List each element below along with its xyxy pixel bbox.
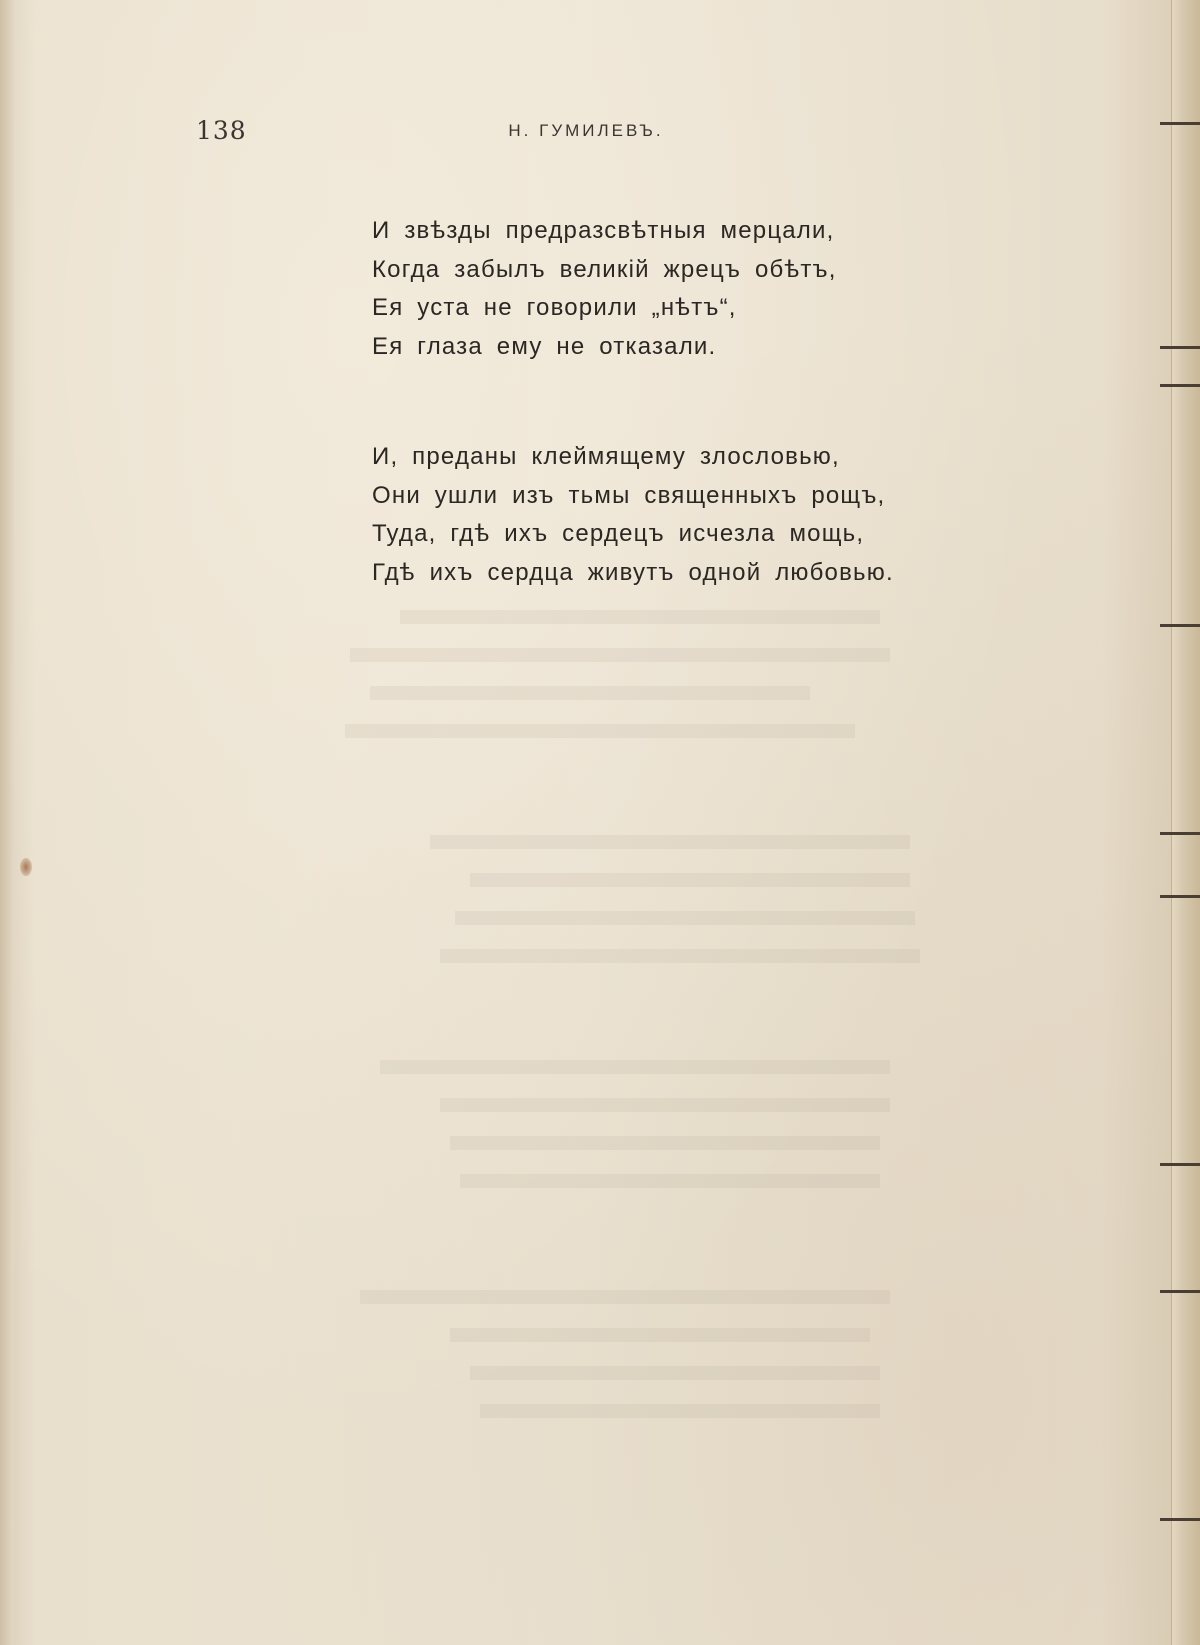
poem-line: Гдѣ ихъ сердца живутъ одной любовью.: [372, 558, 894, 586]
poem-stanza: [372, 212, 837, 366]
poem-line: Туда, гдѣ ихъ сердецъ исчезла мощь,: [372, 520, 865, 547]
poem-line: Ея уста не говорили „нѣтъ“,: [372, 294, 737, 321]
page-right-edge: [1171, 0, 1200, 1645]
poem-line: Когда забылъ великій жрецъ обѣтъ,: [372, 255, 837, 283]
page-left-edge: [0, 0, 14, 1645]
poem-line: Они ушли изъ тьмы священныхъ рощъ,: [372, 481, 886, 509]
page-number: 138: [196, 116, 247, 145]
poem-stanza: [372, 438, 894, 592]
paper-stain: [20, 858, 32, 876]
poem-line: Ея глаза ему не отказали.: [372, 332, 717, 360]
running-head-author: Н. ГУМИЛЕВЪ.: [508, 121, 664, 140]
poem-line: И звѣзды предразсвѣтныя мерцали,: [372, 217, 835, 244]
poem-line: И, преданы клеймящему злословью,: [372, 443, 840, 470]
